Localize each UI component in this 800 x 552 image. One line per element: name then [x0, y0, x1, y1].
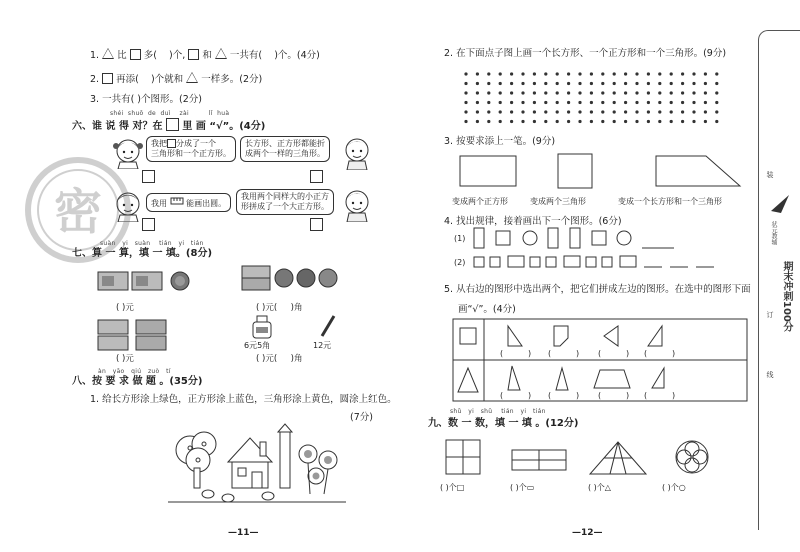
grid-dot — [487, 72, 490, 75]
answer-yuan-jiao[interactable]: ( )元( )角 — [256, 354, 303, 364]
grid-dot — [624, 110, 627, 113]
grid-dot — [692, 110, 695, 113]
grid-dot — [613, 72, 616, 75]
grid-dot — [544, 72, 547, 75]
grid-dot — [601, 82, 604, 85]
ink-bottle-icon — [250, 314, 274, 340]
grid-dot — [601, 91, 604, 94]
grid-dot — [715, 82, 718, 85]
grid-dot — [476, 120, 479, 123]
banknote-coins-icon — [240, 264, 360, 292]
grid-dot — [476, 91, 479, 94]
grid-dot — [521, 91, 524, 94]
question-1: 1. 比 多( )个, 和 一共有( )个。(4分) — [90, 50, 320, 61]
grid-dot — [635, 101, 638, 104]
grid-dot — [692, 72, 695, 75]
grid-dot — [476, 72, 479, 75]
ruler-icon — [170, 196, 184, 206]
pen-price: 12元 — [313, 341, 332, 350]
square-icon — [167, 139, 176, 148]
section-9-title: 九、数 一 数，填 一 填 。(12分) — [428, 418, 579, 429]
grid-dot — [624, 72, 627, 75]
grid-dot — [521, 120, 524, 123]
grid-dot — [510, 91, 513, 94]
grid-dot — [601, 72, 604, 75]
svg-text:): ) — [626, 349, 630, 358]
grid-dot — [556, 82, 559, 85]
binding-mark: 订 — [766, 311, 774, 318]
svg-text:(: ( — [644, 349, 648, 358]
svg-text:): ) — [528, 349, 532, 358]
grid-dot — [464, 110, 467, 113]
grid-dot — [567, 91, 570, 94]
boy-avatar-icon — [340, 134, 374, 170]
grid-dot — [658, 91, 661, 94]
answer-box[interactable] — [310, 170, 323, 183]
grid-dot — [670, 72, 673, 75]
grid-dot — [578, 91, 581, 94]
answer-yuan[interactable]: ( )元 — [116, 303, 134, 313]
grid-dot — [715, 110, 718, 113]
answer-box[interactable] — [310, 218, 323, 231]
grid-dot — [601, 120, 604, 123]
grid-dot — [499, 110, 502, 113]
svg-text:(: ( — [644, 391, 648, 400]
grid-dot — [613, 110, 616, 113]
grid-dot — [681, 91, 684, 94]
grid-dot — [704, 110, 707, 113]
svg-text:(: ( — [500, 391, 504, 400]
svg-text:(: ( — [598, 349, 602, 358]
question-r2: 2. 在下面点子图上画一个长方形、一个正方形和一个三角形。(9分) — [444, 48, 727, 59]
grid-dot — [670, 110, 673, 113]
section-9-pinyin: shǔ yi shǔ tián yi tián — [450, 408, 546, 415]
count-circle-answer[interactable]: ( )个○ — [662, 483, 686, 492]
page-number: —12— — [572, 528, 603, 538]
grid-dot — [635, 91, 638, 94]
pattern-row-1-label: (1) — [454, 234, 466, 243]
grid-dot — [681, 82, 684, 85]
left-page — [18, 0, 397, 552]
grid-dot — [487, 82, 490, 85]
answer-yuan-jiao[interactable]: ( )元( )角 — [256, 303, 303, 313]
seal-watermark-icon — [18, 150, 138, 270]
grid-dot — [715, 91, 718, 94]
grid-dot — [556, 110, 559, 113]
triangle-icon — [215, 48, 227, 59]
grid-dot — [544, 82, 547, 85]
grid-dot — [464, 82, 467, 85]
grid-dot — [510, 110, 513, 113]
grid-dot — [556, 120, 559, 123]
grid-dot — [578, 72, 581, 75]
square-icon — [102, 73, 113, 84]
svg-text:): ) — [576, 349, 580, 358]
speech-bubble-2: 长方形、正方形都能折 成两个一样的三角形。 — [240, 136, 330, 162]
grid-dot — [624, 82, 627, 85]
grid-dot — [544, 91, 547, 94]
speech-bubble-1: 我把 分成了一个 三角形和一个正方形。 — [146, 136, 236, 162]
count-square-answer[interactable]: ( )个□ — [440, 483, 465, 492]
pattern-row-2-label: (2) — [454, 258, 466, 267]
svg-text:(: ( — [598, 391, 602, 400]
question-2: 2. 再添( )个就和 一样多。(2分) — [90, 74, 263, 85]
grid-dot — [658, 120, 661, 123]
section-6-pinyin: shéi shuō de duì zài lǐ huà — [110, 110, 230, 117]
grid-dot — [510, 82, 513, 85]
grid-dot — [567, 82, 570, 85]
grid-dot — [464, 91, 467, 94]
grid-dot — [544, 120, 547, 123]
grid-dot — [567, 110, 570, 113]
svg-text:): ) — [528, 391, 532, 400]
grid-dot — [670, 120, 673, 123]
pattern-row-1 — [472, 226, 722, 250]
grid-dot — [658, 82, 661, 85]
grid-dot — [499, 82, 502, 85]
count-rect-answer[interactable]: ( )个▭ — [510, 483, 535, 492]
grid-dot — [692, 82, 695, 85]
caption-two-squares: 变成两个正方形 — [452, 197, 508, 206]
question-r3: 3. 按要求添上一笔。(9分) — [444, 136, 556, 147]
grid-dot — [499, 101, 502, 104]
grid-dot — [521, 101, 524, 104]
grid-dot — [590, 82, 593, 85]
dot-grid[interactable] — [462, 70, 724, 126]
grid-dot — [556, 91, 559, 94]
grid-dot — [533, 72, 536, 75]
svg-text:): ) — [672, 391, 676, 400]
grid-dot — [464, 101, 467, 104]
grid-dot — [601, 110, 604, 113]
grid-dot — [624, 101, 627, 104]
grid-dot — [533, 110, 536, 113]
grid-dot — [715, 101, 718, 104]
svg-text:(: ( — [548, 349, 552, 358]
grid-dot — [578, 82, 581, 85]
grid-dot — [533, 82, 536, 85]
banknotes-icon — [96, 318, 206, 352]
grid-dot — [635, 120, 638, 123]
grid-dot — [476, 82, 479, 85]
grid-dot — [715, 120, 718, 123]
grid-dot — [521, 72, 524, 75]
grid-dot — [464, 120, 467, 123]
svg-text:): ) — [672, 349, 676, 358]
grid-dot — [613, 82, 616, 85]
grid-dot — [647, 91, 650, 94]
svg-text:(: ( — [548, 391, 552, 400]
grid-dot — [681, 110, 684, 113]
grid-dot — [544, 110, 547, 113]
grid-dot — [510, 72, 513, 75]
count-triangle-answer[interactable]: ( )个△ — [588, 483, 611, 492]
brand-name: 状元教辅 — [770, 221, 777, 245]
ink-price: 6元5角 — [244, 341, 271, 350]
grid-dot — [704, 91, 707, 94]
grid-dot — [578, 101, 581, 104]
right-page — [392, 0, 762, 552]
grid-dot — [487, 101, 490, 104]
grid-dot — [533, 120, 536, 123]
grid-dot — [499, 72, 502, 75]
grid-dot — [567, 101, 570, 104]
section-6-title: 六、谁 说 得 对？在 里 画 “√”。(4分) — [72, 118, 265, 133]
answer-box-icon — [166, 118, 179, 131]
binding-mark: 线 — [766, 371, 774, 378]
question-r5a: 5. 从右边的图形中选出两个，把它们拼成左边的图形。在选中的图形下面 — [444, 284, 751, 295]
grid-dot — [635, 72, 638, 75]
grid-dot — [499, 120, 502, 123]
grid-dot — [499, 91, 502, 94]
grid-dot — [681, 120, 684, 123]
grid-dot — [681, 72, 684, 75]
square-icon — [130, 49, 141, 60]
grid-dot — [578, 120, 581, 123]
grid-dot — [647, 72, 650, 75]
spine-title: 期末冲刺100分 — [781, 261, 792, 332]
grid-dot — [601, 101, 604, 104]
svg-text:(: ( — [500, 349, 504, 358]
grid-dot — [613, 120, 616, 123]
banknote-coin-icon — [96, 268, 206, 294]
pattern-row-2 — [472, 252, 762, 274]
grid-dot — [704, 82, 707, 85]
grid-dot — [624, 91, 627, 94]
triangle-icon — [186, 72, 198, 83]
grid-dot — [476, 101, 479, 104]
grid-dot — [670, 82, 673, 85]
grid-dot — [658, 110, 661, 113]
page-number: —11— — [228, 528, 259, 538]
grid-dot — [692, 120, 695, 123]
grid-dot — [544, 101, 547, 104]
svg-text:): ) — [576, 391, 580, 400]
binding-mark: 装 — [766, 171, 774, 178]
grid-dot — [704, 120, 707, 123]
grid-dot — [692, 101, 695, 104]
section-8-title: 八、按 要 求 做 题 。(35分) — [72, 376, 203, 387]
grid-dot — [590, 91, 593, 94]
question-8-1: 1. 给长方形涂上绿色，正方形涂上蓝色，三角形涂上黄色，圆涂上红色。 — [90, 394, 397, 405]
section-7-pinyin: suàn yi suàn tián yi tián — [100, 240, 204, 247]
grid-dot — [590, 110, 593, 113]
grid-dot — [556, 72, 559, 75]
grid-dot — [556, 101, 559, 104]
question-3: 3. 一共有( )个图形。(2分) — [90, 94, 202, 105]
shapes-to-modify[interactable] — [458, 152, 748, 192]
grid-dot — [624, 120, 627, 123]
grid-dot — [521, 82, 524, 85]
caption-two-triangles: 变成两个三角形 — [530, 197, 586, 206]
grid-dot — [613, 91, 616, 94]
grid-dot — [521, 110, 524, 113]
book-spine — [758, 30, 800, 530]
grid-dot — [487, 91, 490, 94]
grid-dot — [681, 101, 684, 104]
grid-dot — [647, 110, 650, 113]
grid-dot — [510, 101, 513, 104]
coloring-scene-icon — [168, 422, 346, 504]
svg-text:): ) — [626, 391, 630, 400]
question-8-1-score: (7分) — [350, 412, 373, 423]
section-7-title: 七、算 一 算，填 一 填。(8分) — [72, 248, 213, 259]
grid-dot — [567, 72, 570, 75]
grid-dot — [533, 101, 536, 104]
grid-dot — [658, 101, 661, 104]
square-icon — [188, 49, 199, 60]
grid-dot — [670, 101, 673, 104]
counting-shapes — [442, 438, 752, 478]
pen-icon — [318, 314, 338, 338]
grid-dot — [670, 91, 673, 94]
shape-selection-grid[interactable] — [452, 318, 748, 402]
question-r5b: 画“√”。(4分) — [458, 304, 516, 315]
section-8-pinyin: àn yāo qiú zuò tí — [98, 368, 171, 375]
boy-avatar-icon — [340, 186, 374, 222]
grid-dot — [464, 72, 467, 75]
grid-dot — [590, 72, 593, 75]
grid-dot — [692, 91, 695, 94]
grid-dot — [647, 101, 650, 104]
caption-rect-triangle: 变成一个长方形和一个三角形 — [618, 197, 722, 206]
grid-dot — [567, 120, 570, 123]
speech-bubble-3: 我用 能画出圆。 — [146, 193, 231, 212]
grid-dot — [715, 72, 718, 75]
grid-dot — [658, 72, 661, 75]
grid-dot — [647, 82, 650, 85]
answer-box[interactable] — [142, 170, 155, 183]
grid-dot — [647, 120, 650, 123]
grid-dot — [578, 110, 581, 113]
grid-dot — [533, 91, 536, 94]
speech-bubble-4: 我用两个同样大的小正方 形拼成了一个大正方形。 — [236, 189, 334, 215]
answer-box[interactable] — [142, 218, 155, 231]
grid-dot — [635, 82, 638, 85]
svg-text:密: 密 — [53, 184, 103, 240]
grid-dot — [704, 72, 707, 75]
grid-dot — [613, 101, 616, 104]
grid-dot — [487, 120, 490, 123]
grid-dot — [510, 120, 513, 123]
grid-dot — [704, 101, 707, 104]
grid-dot — [590, 101, 593, 104]
answer-yuan[interactable]: ( )元 — [116, 354, 134, 364]
question-r4: 4. 找出规律，接着画出下一个图形。(6分) — [444, 216, 622, 227]
grid-dot — [476, 110, 479, 113]
grid-dot — [590, 120, 593, 123]
brand-logo-icon — [767, 191, 793, 217]
triangle-icon — [102, 48, 114, 59]
grid-dot — [487, 110, 490, 113]
grid-dot — [635, 110, 638, 113]
